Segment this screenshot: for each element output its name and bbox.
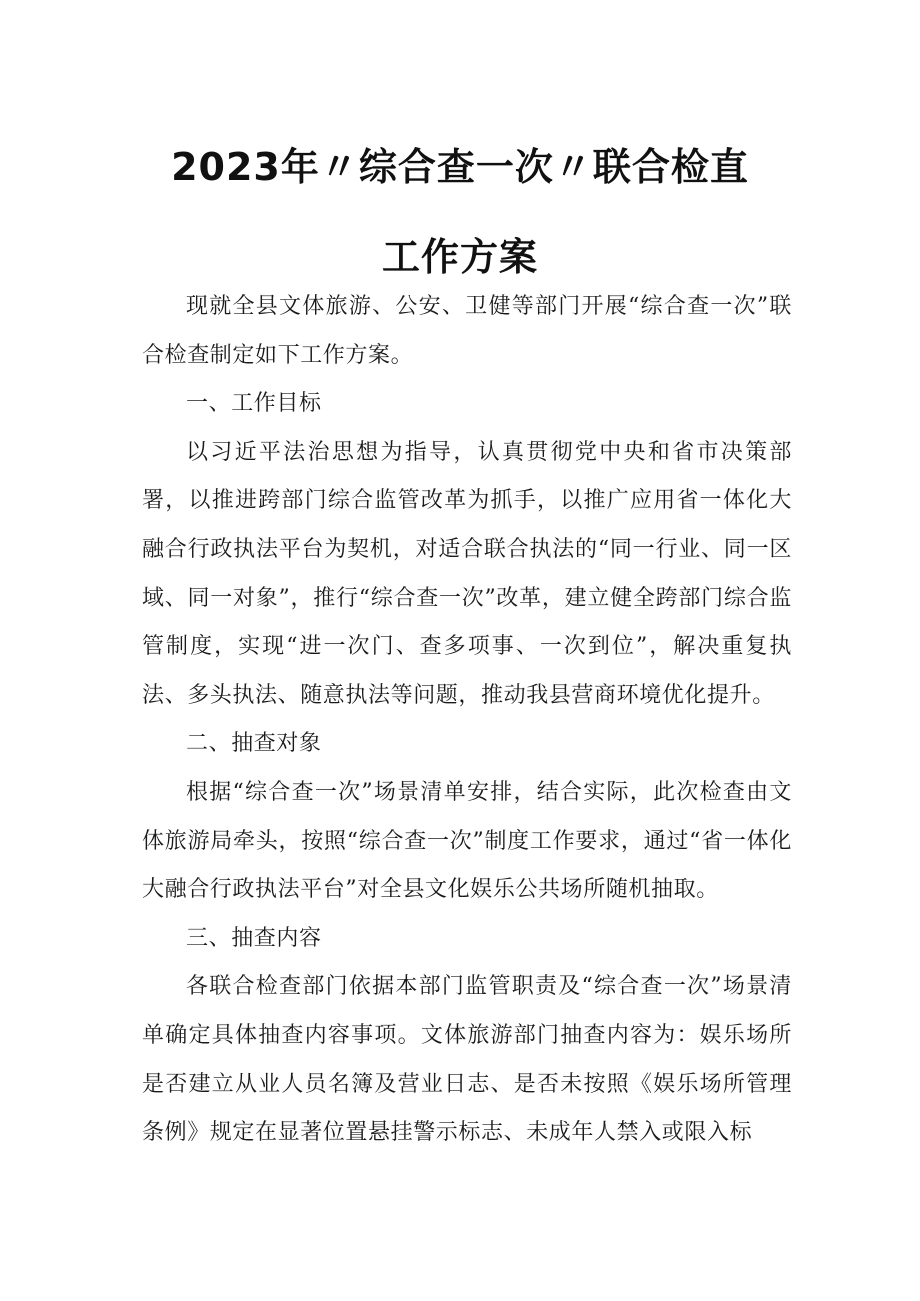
section-heading-content: 三、抽查内容 [186, 925, 322, 951]
intro-paragraph: 现就全县文体旅游、公安、卫健等部门开展“综合查一次”联合检查制定如下工作方案。 [142, 294, 792, 368]
document-body [142, 283, 792, 1158]
section-body-goals: 以习近平法治思想为指导，认真贯彻党中央和省市决策部署，以推进跨部门综合监管改革为抓手，以推广应用省一体化大融合行政执法平台为契机，对适合联合执法的“同一行业、同一区域、同一对象”，推行“综合查一次”改革，建立健全跨部门综合监管制度，实现“进一次门、查多项事、一次到位”，解决重复执法、多头执法、随意执法等问题，推动我县营商环境优化提升。 [142, 439, 792, 708]
section-heading-targets: 二、抽查对象 [186, 731, 322, 757]
document-title-line-1: 2023年〃综合查一次〃联合检直 [171, 145, 749, 189]
section-heading-goals: 一、工作目标 [186, 391, 322, 417]
section-body-content: 各联合检查部门依据本部门监管职责及“综合查一次”场景清单确定具体抽查内容事项。文体旅游部门抽查内容为：娱乐场所是否建立从业人员名簿及营业日志、是否未按照《娱乐场所管理条例》规定在显著位置悬挂警示标志、未成年人禁入或限入标 [142, 974, 792, 1146]
section-body-targets: 根据“综合查一次”场景清单安排，结合实际，此次检查由文体旅游局牵头，按照“综合查一次”制度工作要求，通过“省一体化大融合行政执法平台”对全县文化娱乐公共场所随机抽取。 [142, 779, 792, 903]
document-title-line-2: 工作方案 [381, 235, 538, 279]
